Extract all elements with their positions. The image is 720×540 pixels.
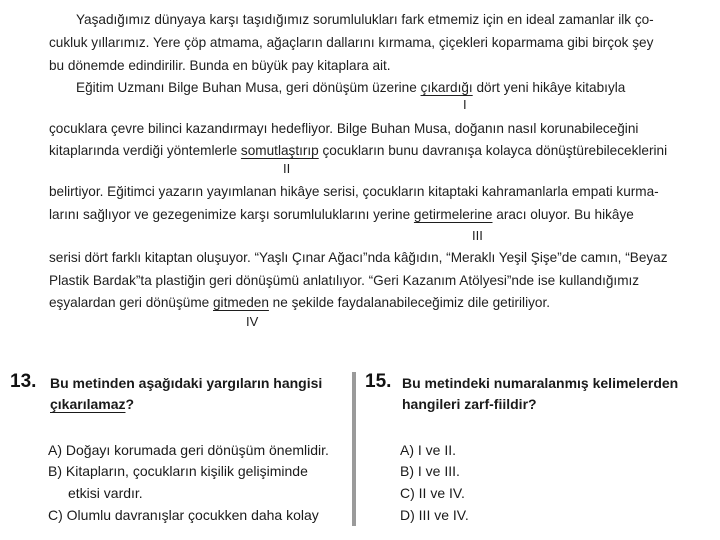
marker-4: IV <box>246 314 259 329</box>
passage-line-10: Plastik Bardak”ta plastiğin geri dönüşümü anlatılıyor. “Geri Kazanım Atölyesi”nde ise kullandığımız <box>49 273 640 288</box>
question-13-text <box>50 373 322 415</box>
question-15-line-2: hangileri zarf-fiildir? <box>402 396 537 412</box>
passage-line-8 <box>49 207 634 223</box>
marker-3: III <box>472 228 483 243</box>
column-divider <box>352 372 356 526</box>
passage-text: dört yeni hikâye kitabıyla <box>472 80 626 95</box>
passage-text: ne şekilde faydalanabileceğimiz dile getiriliyor. <box>268 295 550 310</box>
question-15-line-1: Bu metindeki numaralanmış kelimelerden <box>402 375 679 391</box>
question-13-option-c[interactable]: C) Olumlu davranışlar çocukken daha kolay <box>48 507 319 523</box>
passage-text: eşyalardan geri dönüşüme <box>49 295 213 310</box>
question-15-option-a[interactable]: A) I ve II. <box>400 442 457 458</box>
question-13-keyword: çıkarılamaz <box>50 396 126 412</box>
question-15-number: 15. <box>365 371 392 392</box>
question-15-text <box>402 373 678 415</box>
passage-line-6 <box>49 143 667 159</box>
passage-line-7: belirtiyor. Eğitimci yazarın yayımlanan hikâye serisi, çocukların kitaptaki kahramanlarla empati kurma- <box>49 184 659 199</box>
underlined-word-3: getirmelerine <box>413 207 493 222</box>
question-13-option-b[interactable]: B) Kitapların, çocukların kişilik gelişiminde <box>48 463 308 479</box>
question-13-number: 13. <box>10 371 37 392</box>
question-13-option-b-cont: etkisi vardır. <box>68 485 143 501</box>
passage-text: Eğitim Uzmanı Bilge Buhan Musa, geri dönüşüm üzerine <box>76 80 421 95</box>
passage-line-2: cukluk yıllarımız. Yere çöp atmama, ağaçların dallarını kırmama, çiçekleri koparmama gibi birçok şey <box>49 35 654 50</box>
passage-text: aracı oluyor. Bu hikâye <box>492 207 634 222</box>
passage-line-3: bu dönemde edindirilir. Bunda en büyük pay kitaplara ait. <box>49 58 391 73</box>
question-13-option-a[interactable]: A) Doğayı korumada geri dönüşüm önemlidir. <box>48 442 329 458</box>
question-15-option-c[interactable]: C) II ve IV. <box>400 485 465 501</box>
passage-line-11 <box>49 295 550 311</box>
question-15-option-b[interactable]: B) I ve III. <box>400 463 460 479</box>
underlined-word-4: gitmeden <box>212 295 269 310</box>
underlined-word-2: somutlaştırıp <box>240 143 319 158</box>
underlined-word-1: çıkardığı <box>420 80 473 95</box>
passage-text: kitaplarında verdiği yöntemlerle <box>49 143 241 158</box>
passage-text: çocukların bunu davranışa kolayca dönüştürebileceklerini <box>318 143 668 158</box>
passage-line-5: çocuklara çevre bilinci kazandırmayı hedefliyor. Bilge Buhan Musa, doğanın nasıl korunabileceğini <box>49 121 639 136</box>
passage-text: larını sağlıyor ve gezegenimize karşı sorumluluklarını yerine <box>49 207 414 222</box>
passage-line-4 <box>76 80 625 96</box>
marker-1: I <box>463 97 467 112</box>
passage-line-9: serisi dört farklı kitaptan oluşuyor. “Yaşlı Çınar Ağacı”nda kâğıdın, “Meraklı Yeşil Şişe”de camın, “Beyaz <box>49 250 668 265</box>
question-13-line-2 <box>50 394 322 415</box>
question-13-line-1: Bu metinden aşağıdaki yargıların hangisi <box>50 375 323 391</box>
passage-line-1: Yaşadığımız dünyaya karşı taşıdığımız sorumlulukları fark etmemiz için en ideal zamanlar ilk ço- <box>76 12 654 27</box>
question-15-option-d[interactable]: D) III ve IV. <box>400 507 469 523</box>
question-13-mark: ? <box>125 396 135 412</box>
marker-2: II <box>283 161 291 176</box>
